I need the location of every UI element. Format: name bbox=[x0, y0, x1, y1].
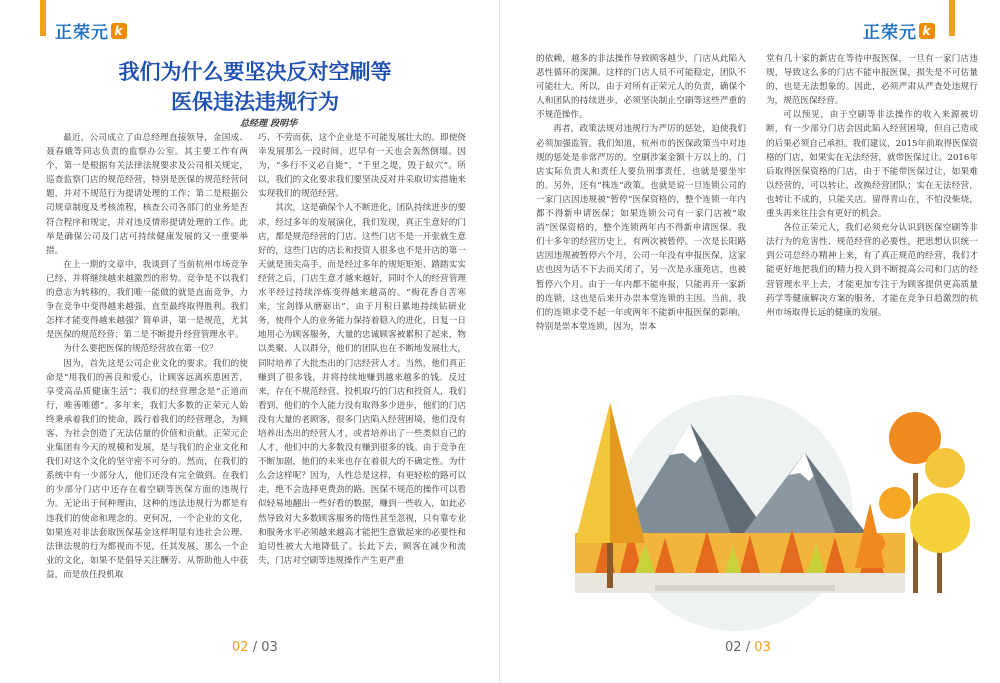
text-column-right-2 bbox=[766, 52, 978, 318]
paragraph: 堂有几十家的新店在等待申报医保，一旦有一家门店违规，导致这么多的门店不能申报医保，损失是不可估量的，也是无法想象的。因此，必须严肃从严查处违规行为，规范医保经营。 bbox=[766, 54, 978, 107]
text-column-left-2 bbox=[258, 131, 466, 616]
paragraph: 在上一期的文章中，我谈到了当前杭州市场竞争已经、并将继续越来越激烈的形势。竞争是不以我们的意志为转移的，我们唯一能做的就是直面竞争，力争在竞争中变得越来越强，直至最终取得胜利。我们怎样才能变得越来越强？简单讲，第一是规范，尤其是医保的规范经营；第二是不断提升经营管理水平。 bbox=[46, 259, 248, 341]
paragraph: 最近，公司成立了由总经理直接领导，金国成、聂春娥等同志负责的监察办公室。其主要工作有两个，第一是根据有关法律法规要求及公司相关规定，巡查监察门店的规范经营，特别是医保的规范经营问题，并对不规范行为提请处理的工作；第二是根据公司规章制度及考核流程，核查公司各部门的业务是否符合程序和规定，并对违反情形提请处理的工作。此举是确保公司及门店可持续健康发展的又一重要举措。 bbox=[46, 133, 248, 256]
page-number-other: 02 bbox=[725, 640, 742, 655]
page-number-current: 02 bbox=[232, 640, 249, 655]
accent-bar bbox=[949, 0, 955, 36]
brand-name: 正荣元 bbox=[55, 23, 109, 43]
round-tree-icon bbox=[879, 487, 911, 519]
paragraph: 为什么要把医保的规范经营放在第一位？ bbox=[63, 344, 218, 355]
brand-mark-icon: k bbox=[919, 23, 935, 39]
article-title-line2: 医保违法违规行为 bbox=[171, 89, 339, 114]
brand-logo bbox=[863, 18, 935, 43]
article-author: 总经理 段明华 bbox=[240, 119, 298, 129]
right-page bbox=[500, 0, 1000, 683]
paragraph: 巧、不劳而获，这个企业是不可能发展壮大的。即使侥幸发展那么一段时间，迟早有一天也会轰然倒塌。因为，“多行不义必自毙”，“千里之堤，毁于蚁穴”。所以，我们的文化要求我们要坚决反对并采取切实措施来实现我们的规范经营。 bbox=[258, 133, 466, 200]
paragraph: 再者，政策法规对违规行为严厉的惩处，迫使我们必须加强监管。我们知道，杭州市的医保政策当中对违规的惩处是非常严厉的。空刷涉案金额十万以上的，门店实际负责人和责任人要负刑事责任，也就是要坐牢的。另外，还有“株连”政策。也就是说一旦连锁公司的一家门店因违规被“暂停”医保资格的，整个连锁一年内都不得新申请医保；如果连锁公司有一家门店被“取消”医保资格的，整个连锁两年内不得新申请医保。我们十多年的经营历史上，有两次被暂停。一次是长阳路店因违规被暂停六个月，公司一年没有申报医保，这家店也因为话不下去而关闭了，另一次是永康苑店，也被暂停六个月。由于一年内都不能申报，只能再开一家新的连锁，这也是后来开办崇本堂连锁的主因。当前，我们的连锁求受不起一年或两年不能新申报医保的影响，特别是崇本堂连锁，因为，崇本 bbox=[536, 124, 746, 332]
page-number-separator: / bbox=[745, 640, 751, 655]
text-column-left-1 bbox=[46, 131, 248, 616]
page-number-separator: / bbox=[252, 640, 258, 655]
autumn-landscape-illustration bbox=[535, 383, 975, 608]
page-number-left bbox=[232, 640, 278, 655]
round-tree-icon bbox=[925, 448, 965, 488]
page-number-current: 03 bbox=[754, 640, 771, 655]
brand-name: 正荣元 bbox=[863, 23, 917, 43]
page-number-right bbox=[725, 640, 771, 655]
text-column-right-1 bbox=[536, 52, 746, 352]
paragraph: 可以预见，由于空刷等非法操作的收入来源被切断，有一少部分门店会因此陷入经营困境，但自己造成的后果必须自己承担。我们建议，2015年前取得医保资格的门店，如果实在无法经营，就带医保过让。2016年后取得医保资格的门店，由于不能带医保过让，如果难以经营的，可以转让，改换经营团队；实在无法经营，也转让不成的，只能关店。留得青山在，不怕没柴烧，重头再来往往会有更好的机会。 bbox=[766, 110, 978, 220]
round-tree-icon bbox=[910, 493, 970, 553]
article-title-line1: 我们为什么要坚决反对空刷等 bbox=[118, 59, 392, 84]
brand-mark-icon: k bbox=[111, 23, 127, 39]
path bbox=[655, 585, 835, 591]
page-number-other: 03 bbox=[261, 640, 278, 655]
paragraph: 因为，首先这是公司企业文化的要求。我们的使命是“用我们的善良和爱心，让顾客远离疾患困苦，享受高品质健康生活”；我们的经营理念是“正道而行，唯善唯德”。多年来，我们大多数的正荣元人始终秉承着我们的使命，践行着我们的经营理念，为顾客、为社会创造了无法估量的价值和贡献。正荣元企业集团有今天的规模和发展，是与我们的企业文化和我们对这个文化的坚守密不可分的。然而，在我们的系统中有一少部分人，他们还没有完全做到。在我们的少部分门店中还存在着空刷等医保方面的违规行为。无论出于何种理由，这种的违法违规行为都是有违我们的使命和理念的。更何况，一个企业的文化，如果连对非法套取医保基金这样明显有违社会公理、法律法规的行为都视而不见，任其发展，那么一个企业的文化，如果不是倡导关注酬劳、从帮助他人中获益，而是放任投机取 bbox=[46, 358, 248, 580]
paragraph: 各位正荣元人，我们必须充分认识到医保空刷等非法行为的危害性、规范经营的必要性，把思想认识统一到公司总经办精神上来，有了真正规范的经营，我们才能更好地把我们的精力投入到不断提高公司和门店的经营管理水平上去，才能更加专注于为顾客提供更高质量药学等健康解决方案的服务，才能在竞争日趋激烈的杭州市场取得长远的健康的发展。 bbox=[766, 223, 978, 318]
paragraph: 的依赖，越多的非法操作导致顾客越少，门店从此陷入恶性循环的深渊。这样的门店人员不可能稳定，团队不可能壮大。所以，由于对所有正荣元人的负责，确保个人和团队的持续进步，必须坚决制止空刷等这些严重的不规范操作。 bbox=[536, 54, 746, 121]
paragraph: 其次，这是确保个人不断进化，团队持续进步的要求，经过多年的发展演化，我们发现，真正生意好的门店，都是规范经营的门店。这些门店不是一开张就生意好的，这些门店的店长和投资人很多也不是开店的第一天就是顶尖高手，而是经过多年的规矩矩矩、踏踏实实经营之后，门店生意才越来越好，同时个人的经营管理水平经过持续淬炼变得越来越高的。“梅花香自苦寒来，宝剑锋从磨砺出”，由于月积日累地持续钻研业务，使得个人的业务能力保持着稳入的进化，日复一日地用心为顾客服务，大量的忠诚顾客被累积了起来，物以类聚、人以群分，他们的团队也在不断地发展壮大，同时培养了大批杰出的门店经营人才。当然，他们真正赚到了很多钱，并将持续地赚到越来越多的钱。反过来，存在不规范经营、投机取巧的门店和投资人，我们看到，他们的个人能力没有取得多少进步，他们的门店没有大量的老顾客，很多门店陷入经营困境，他们没有培养出杰出的经营人才，或者培养出了一些类似自己的人才，他们中的大多数没有赚到很多的钱。由于竞争在不断加剧，他们的未来也存在着很大的不确定性。为什么会这样呢？因为，人性总是这样，有更轻松的路可以走，绝不会选择更费劲的路。医保不规范的操作可以看似轻易地翻出一些好看的数据，赚到一些收入，如此必然导致对大多数顾客服务的惰性甚至忽视，只有靠专业和服务水平必须越来越高才能把生意做起来的必要性和迫切性被大大地降低了。长此下去，顾客在减少和流失，门店对空刷等违规操作产生更严重 bbox=[258, 203, 466, 566]
accent-bar bbox=[40, 0, 46, 36]
brand-logo bbox=[55, 18, 127, 43]
